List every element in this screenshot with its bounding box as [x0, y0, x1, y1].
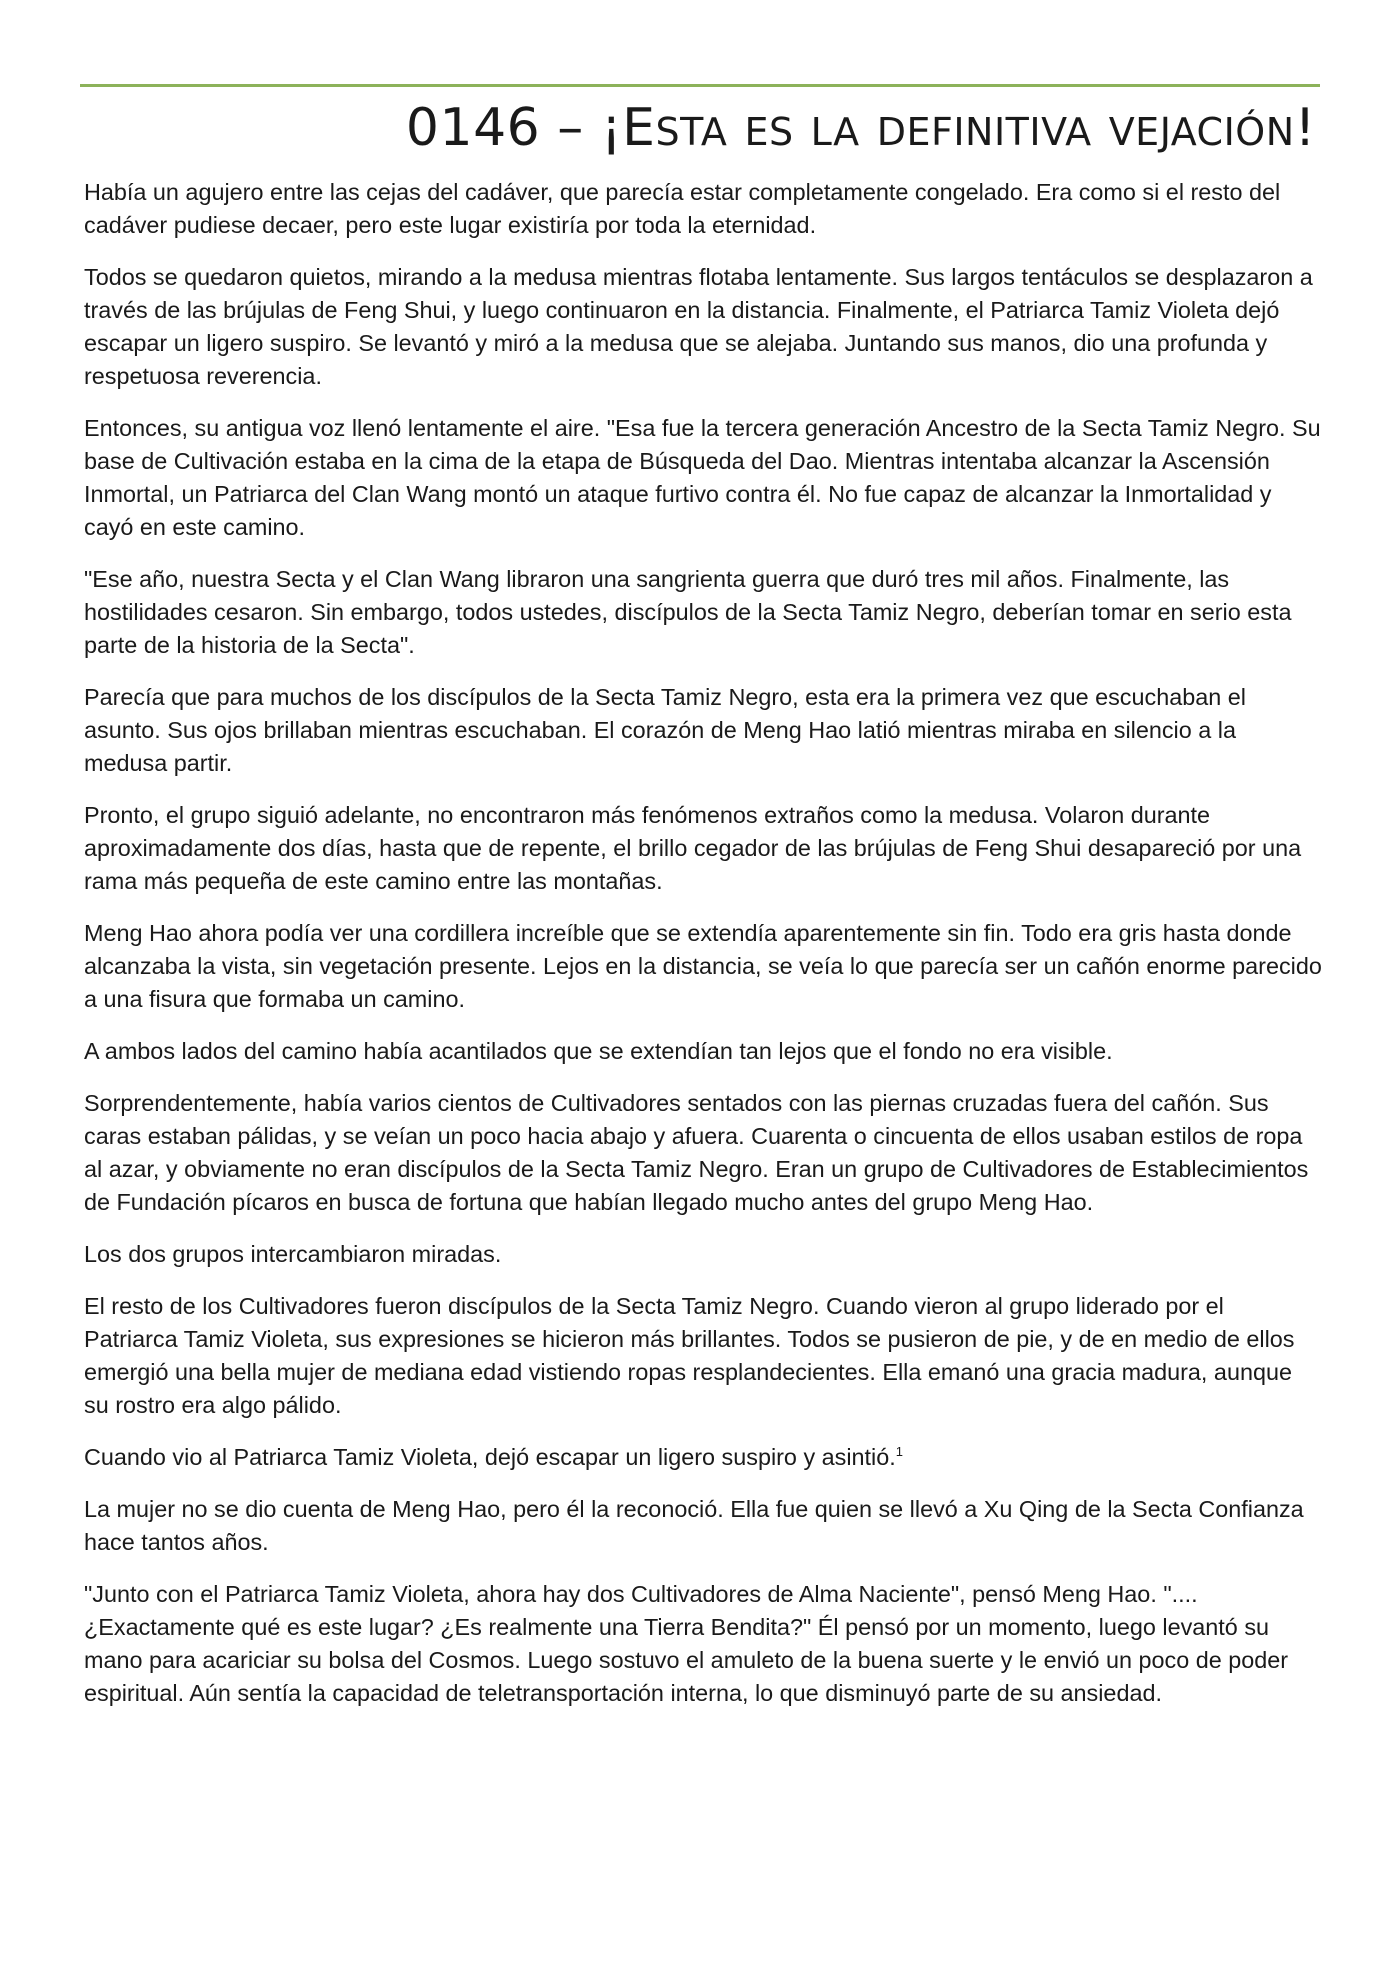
chapter-title [406, 96, 1316, 164]
footnote-marker[interactable]: 1 [895, 1444, 903, 1460]
title-open-exclamation: ¡ [600, 98, 623, 158]
paragraph: Parecía que para muchos de los discípulos de la Secta Tamiz Negro, esta era la primera vez que escuchaban el asunto. Sus ojos brillaban mientras escuchaban. El corazón de Meng Hao latió mientras miraba en silencio a la medusa partir. [84, 684, 1246, 776]
title-close-exclamation: ! [1294, 98, 1316, 158]
chapter-body [84, 176, 1322, 1729]
paragraph: "Junto con el Patriarca Tamiz Violeta, ahora hay dos Cultivadores de Alma Naciente", pensó Meng Hao. "....¿Exactamente qué es este lugar? ¿Es realmente una Tierra Bendita?" Él pensó por un momento, luego levantó su mano para acariciar su bolsa del Cosmos. Luego sostuvo el amuleto de la buena suerte y le envió un poco de poder espiritual. Aún sentía la capacidad de teletransportación interna, lo que disminuyó parte de su ansiedad. [84, 1581, 1289, 1706]
paragraph-text: Cuando vio al Patriarca Tamiz Violeta, dejó escapar un ligero suspiro y asintió. [84, 1444, 896, 1470]
header-rule [80, 84, 1320, 87]
title-word: VEJACIÓN [1108, 110, 1295, 154]
paragraph: El resto de los Cultivadores fueron discípulos de la Secta Tamiz Negro. Cuando vieron al grupo liderado por el Patriarca Tamiz Violeta, sus expresiones se hicieron más brillantes. Todos se pusieron de pie, y de en medio de ellos emergió una bella mujer de mediana edad vistiendo ropas resplandecientes. Ella emanó una gracia madura, aunque su rostro era algo pálido. [84, 1293, 1295, 1418]
title-word: DEFINITIVA [876, 110, 1092, 154]
chapter-number: 0146 [405, 98, 541, 158]
paragraph: Los dos grupos intercambiaron miradas. [84, 1241, 502, 1267]
paragraph: Meng Hao ahora podía ver una cordillera increíble que se extendía aparentemente sin fin. Todo era gris hasta donde alcanzaba la vista, sin vegetación presente. Lejos en la distancia, se veía lo que parecía ser un cañón enorme parecido a una fisura que formaba un camino. [84, 920, 1322, 1012]
title-word: ESTA [622, 98, 728, 158]
title-word: LA [810, 110, 860, 154]
paragraph: Todos se quedaron quietos, mirando a la medusa mientras flotaba lentamente. Sus largos tentáculos se desplazaron a través de las brújulas de Feng Shui, y luego continuaron en la distancia. Finalmente, el Patriarca Tamiz Violeta dejó escapar un ligero suspiro. Se levantó y miró a la medusa que se alejaba. Juntando sus manos, dio una profunda y respetuosa reverencia. [84, 264, 1313, 389]
paragraph: La mujer no se dio cuenta de Meng Hao, pero él la reconoció. Ella fue quien se llevó a Xu Qing de la Secta Confianza hace tantos años. [84, 1496, 1304, 1555]
paragraph: Entonces, su antigua voz llenó lentamente el aire. "Esa fue la tercera generación Ancestro de la Secta Tamiz Negro. Su base de Cultivación estaba en la cima de la etapa de Búsqueda del Dao. Mientras intentaba alcanzar la Ascensión Inmortal, un Patriarca del Clan Wang montó un ataque furtivo contra él. No fue capaz de alcanzar la Inmortalidad y cayó en este camino. [84, 415, 1321, 540]
paragraph: Había un agujero entre las cejas del cadáver, que parecía estar completamente congelado. Era como si el resto del cadáver pudiese decaer, pero este lugar existiría por toda la eternidad. [84, 179, 1281, 238]
paragraph: Sorprendentemente, había varios cientos de Cultivadores sentados con las piernas cruzadas fuera del cañón. Sus caras estaban pálidas, y se veían un poco hacia abajo y afuera. Cuarenta o cincuenta de ellos usaban estilos de ropa al azar, y obviamente no eran discípulos de la Secta Tamiz Negro. Eran un grupo de Cultivadores de Establecimientos de Fundación pícaros en busca de fortuna que habían llegado mucho antes del grupo Meng Hao. [84, 1090, 1309, 1215]
paragraph: "Ese año, nuestra Secta y el Clan Wang libraron una sangrienta guerra que duró tres mil años. Finalmente, las hostilidades cesaron. Sin embargo, todos ustedes, discípulos de la Secta Tamiz Negro, deberían tomar en serio esta parte de la historia de la Secta". [84, 566, 1292, 658]
title-separator: – [540, 98, 601, 158]
paragraph: Pronto, el grupo siguió adelante, no encontraron más fenómenos extraños como la medusa. Volaron durante aproximadamente dos días, hasta que de repente, el brillo cegador de las brújulas de Feng Shui desapareció por una rama más pequeña de este camino entre las montañas. [84, 802, 1302, 894]
title-word: ES [744, 110, 794, 154]
paragraph-with-footnote [84, 1441, 1322, 1474]
paragraph: A ambos lados del camino había acantilados que se extendían tan lejos que el fondo no era visible. [84, 1038, 1113, 1064]
